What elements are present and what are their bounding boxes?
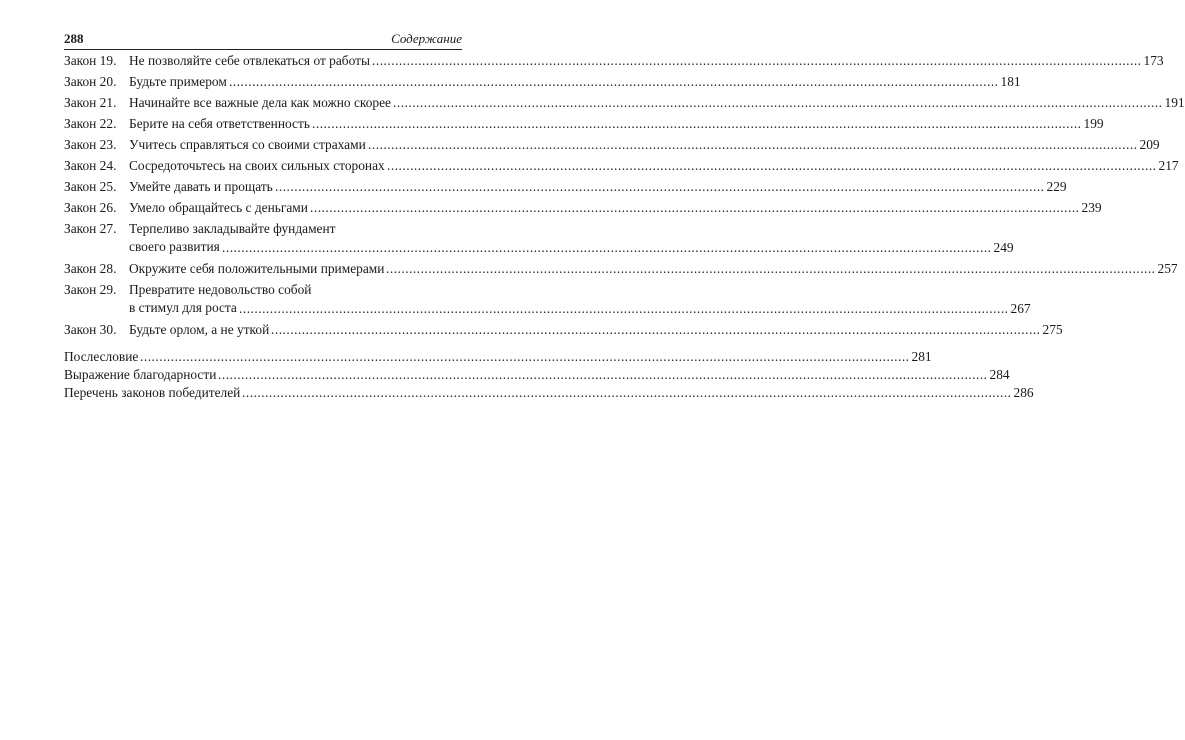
law-number: Закон 26.	[64, 200, 117, 215]
toc-page-number: 199	[1083, 116, 1104, 131]
dot-leader-with-page	[239, 301, 1031, 317]
dot-leader: ........................................................................................................................................................................................................	[386, 261, 1156, 276]
law-number: Закон 24.	[64, 158, 117, 173]
dot-leader: ........................................................................................................................................................................................................	[140, 349, 910, 364]
toc-entry[interactable]	[64, 346, 932, 364]
chapter-title: Начинайте все важные дела как можно скорее	[129, 95, 392, 110]
law-number: Закон 29.	[64, 282, 117, 297]
chapter-title: Умело обращайтесь с деньгами	[129, 200, 308, 215]
dot-leader-with-page	[275, 179, 1067, 195]
chapter-title: Будьте орлом, а не уткой	[129, 322, 270, 337]
toc-page-number: 275	[1042, 322, 1063, 337]
law-number: Закон 21.	[64, 95, 117, 110]
toc-page-number: 173	[1143, 53, 1164, 68]
chapter-title: Учитесь справляться со своими страхами	[129, 137, 366, 152]
dot-leader: ........................................................................................................................................................................................................	[242, 385, 1012, 400]
dot-leader: ........................................................................................................................................................................................................	[275, 179, 1045, 194]
dot-leader: ........................................................................................................................................................................................................	[218, 367, 988, 382]
back-matter-title: Перечень законов победителей	[64, 385, 241, 400]
law-number: Закон 23.	[64, 137, 117, 152]
chapter-title: Сосредоточьтесь на своих сильных сторонах	[129, 158, 385, 173]
toc-entry[interactable]	[64, 279, 1031, 319]
law-number: Закон 28.	[64, 261, 117, 276]
dot-leader-with-page	[386, 261, 1178, 277]
chapter-title: Терпеливо закладывайте фундамент	[129, 221, 336, 236]
law-number: Закон 22.	[64, 116, 117, 131]
dot-leader: ........................................................................................................................................................................................................	[312, 116, 1082, 131]
dot-leader-with-page	[222, 240, 1014, 256]
toc-entry[interactable]	[64, 176, 1067, 197]
dot-leader-with-page	[242, 385, 1034, 401]
chapter-title: Берите на себя ответственность	[129, 116, 310, 131]
chapter-title: Не позволяйте себе отвлекаться от работы	[129, 53, 370, 68]
dot-leader: ........................................................................................................................................................................................................	[310, 200, 1080, 215]
section-title: Содержание	[391, 31, 462, 46]
dot-leader: ........................................................................................................................................................................................................	[372, 53, 1142, 68]
toc-page-number: 191	[1164, 95, 1185, 110]
toc-entry[interactable]	[64, 218, 1014, 258]
toc-page-number: 267	[1010, 301, 1031, 316]
dot-leader: ........................................................................................................................................................................................................	[368, 137, 1138, 152]
toc-entry[interactable]	[64, 319, 1063, 340]
page-number: 288	[64, 31, 84, 46]
toc-page-number: 217	[1158, 158, 1179, 173]
dot-leader-with-page	[372, 53, 1164, 69]
toc-entry[interactable]	[64, 258, 1178, 279]
dot-leader-with-page	[312, 116, 1104, 132]
chapter-title: Будьте примером	[129, 74, 227, 89]
dot-leader-with-page	[140, 349, 932, 365]
dot-leader: ........................................................................................................................................................................................................	[393, 95, 1163, 110]
dot-leader: ........................................................................................................................................................................................................	[239, 301, 1009, 316]
toc-page-number: 239	[1081, 200, 1102, 215]
toc-entry[interactable]	[64, 50, 1164, 71]
table-of-contents	[64, 50, 1185, 400]
law-number: Закон 25.	[64, 179, 117, 194]
running-header	[64, 29, 462, 50]
chapter-title-continued: в стимул для роста	[129, 300, 237, 315]
law-number: Закон 27.	[64, 221, 117, 236]
back-matter-title: Выражение благодарности	[64, 367, 217, 382]
toc-page-number: 229	[1046, 179, 1067, 194]
dot-leader: ........................................................................................................................................................................................................	[271, 322, 1041, 337]
toc-entry[interactable]	[64, 155, 1179, 176]
toc-page-number: 209	[1139, 137, 1160, 152]
dot-leader-with-page	[387, 158, 1179, 174]
chapter-title: Окружите себя положительными примерами	[129, 261, 385, 276]
toc-page-number: 286	[1013, 385, 1034, 400]
toc-entry[interactable]	[64, 197, 1102, 218]
law-number: Закон 30.	[64, 322, 117, 337]
dot-leader-with-page	[393, 95, 1185, 111]
back-matter-title: Послесловие	[64, 349, 139, 364]
dot-leader: ........................................................................................................................................................................................................	[229, 74, 999, 89]
toc-entry[interactable]	[64, 71, 1021, 92]
toc-page-number: 257	[1157, 261, 1178, 276]
dot-leader-with-page	[368, 137, 1160, 153]
dot-leader: ........................................................................................................................................................................................................	[222, 240, 992, 255]
chapter-title: Превратите недовольство собой	[129, 282, 312, 297]
chapter-title-continued: своего развития	[129, 239, 220, 254]
dot-leader-with-page	[271, 322, 1063, 338]
law-number: Закон 19.	[64, 53, 117, 68]
dot-leader: ........................................................................................................................................................................................................	[387, 158, 1157, 173]
chapter-title: Умейте давать и прощать	[129, 179, 273, 194]
toc-page-number: 284	[989, 367, 1010, 382]
toc-page-number: 181	[1000, 74, 1021, 89]
law-number: Закон 20.	[64, 74, 117, 89]
toc-page-number: 249	[993, 240, 1014, 255]
dot-leader-with-page	[218, 367, 1010, 383]
toc-entry[interactable]	[64, 113, 1104, 134]
toc-entry[interactable]	[64, 134, 1160, 155]
dot-leader-with-page	[229, 74, 1021, 90]
dot-leader-with-page	[310, 200, 1102, 216]
toc-page-number: 281	[911, 349, 932, 364]
toc-entry[interactable]	[64, 92, 1185, 113]
toc-entry[interactable]	[64, 382, 1034, 400]
toc-entry[interactable]	[64, 364, 1010, 382]
